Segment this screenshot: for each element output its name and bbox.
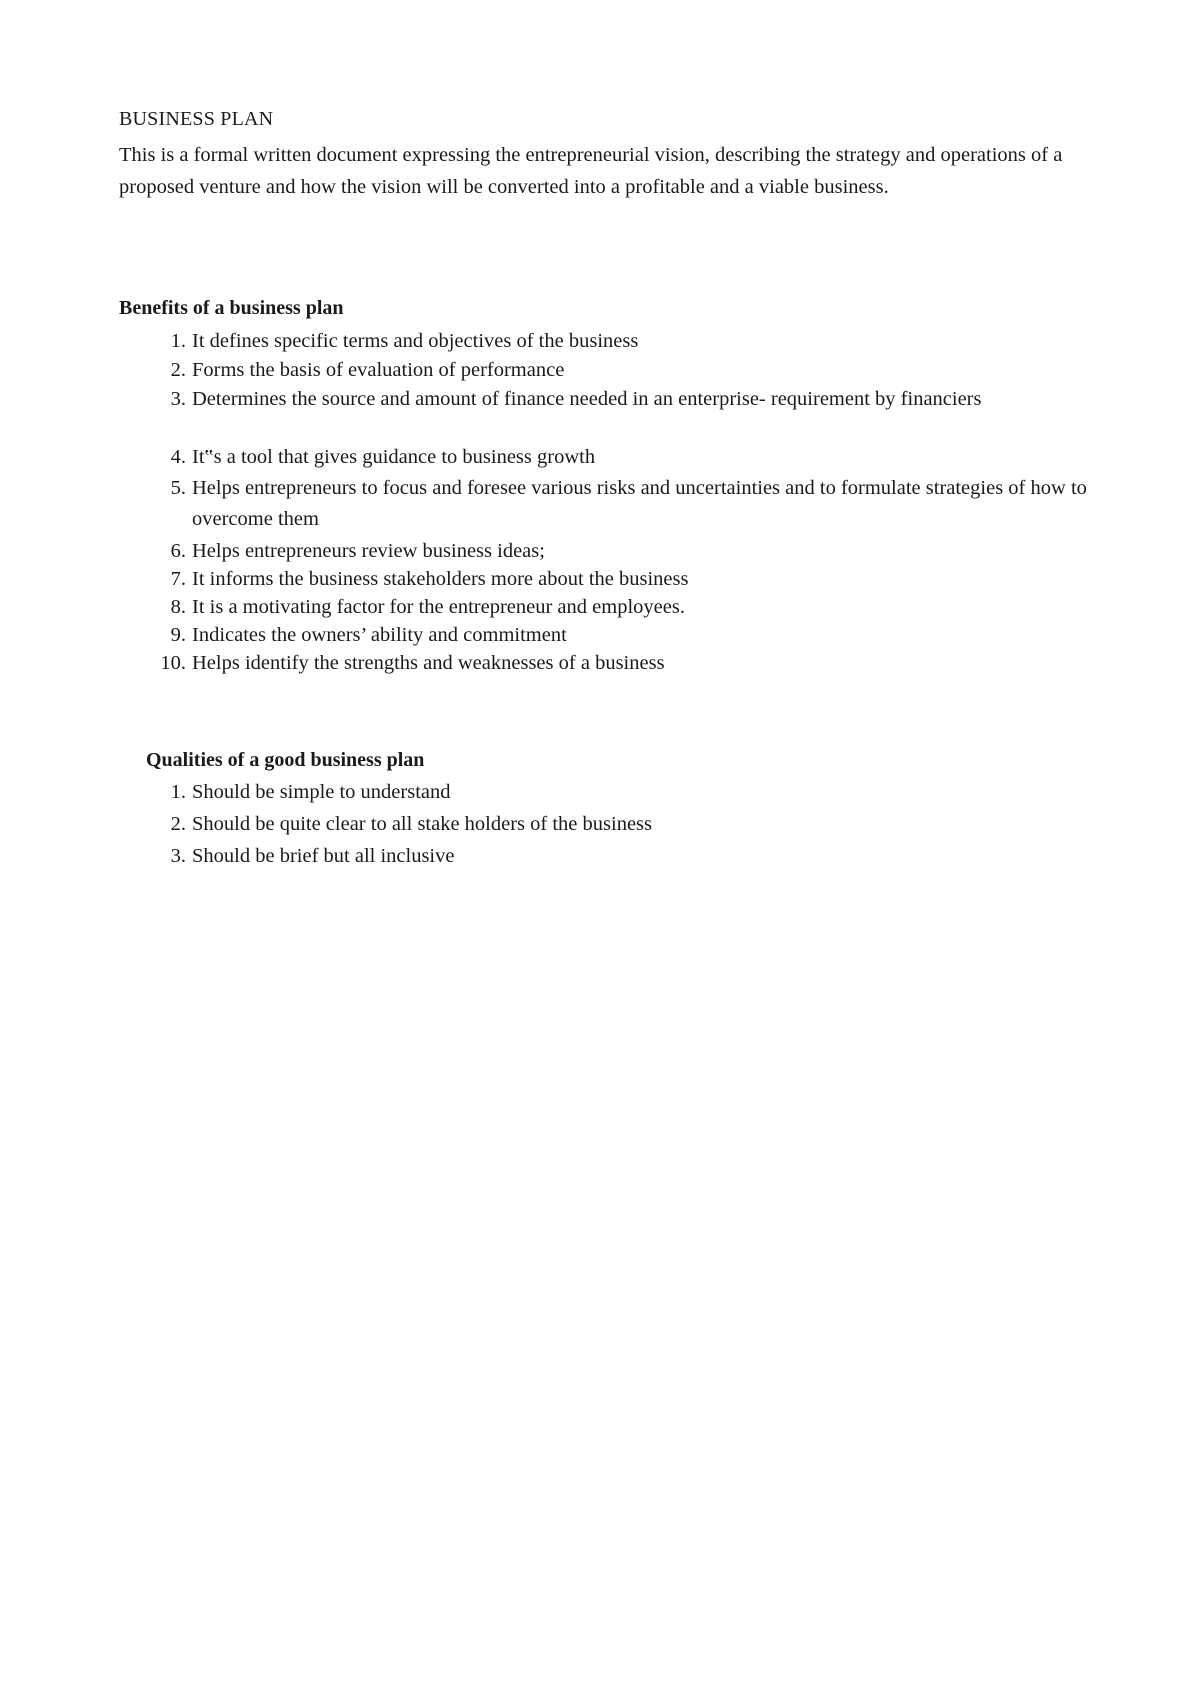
list-item-number: 8. xyxy=(170,596,186,618)
list-item xyxy=(156,777,1096,808)
list-item xyxy=(156,593,1096,621)
list-item xyxy=(156,621,1096,649)
list-item xyxy=(156,473,1096,537)
list-item-number: 2. xyxy=(170,813,186,835)
list-item-text: Should be simple to understand xyxy=(192,781,451,803)
qualities-heading: Qualities of a good business plan xyxy=(146,749,425,771)
list-item xyxy=(156,537,1096,565)
list-item-number: 9. xyxy=(170,624,186,646)
list-item-text: It defines specific terms and objectives of the business xyxy=(192,330,639,352)
intro-paragraph: This is a formal written document expressing the entrepreneurial vision, describing the strategy and operations of a proposed venture and how the vision will be converted into a profitable and a viable business. xyxy=(119,144,1063,198)
list-item-number: 2. xyxy=(170,359,186,381)
list-item-text: Forms the basis of evaluation of performance xyxy=(192,359,565,381)
list-item-text: Helps entrepreneurs review business ideas; xyxy=(192,540,545,562)
list-item-number: 3. xyxy=(170,845,186,867)
list-item-text: Helps identify the strengths and weaknesses of a business xyxy=(192,652,665,674)
list-item-text: It‟s a tool that gives guidance to business growth xyxy=(192,446,596,468)
list-item-text: Indicates the owners’ ability and commitment xyxy=(192,624,567,646)
list-item-number: 1. xyxy=(170,330,186,352)
benefits-list xyxy=(156,327,1096,677)
list-item-number: 6. xyxy=(170,540,186,562)
list-item xyxy=(156,356,1096,385)
list-item-text: Helps entrepreneurs to focus and foresee various risks and uncertainties and to formulate strategies of how to overcome them xyxy=(192,477,1087,530)
list-item-text: Should be brief but all inclusive xyxy=(192,845,455,867)
document-title: BUSINESS PLAN xyxy=(119,108,274,130)
list-item-text: Should be quite clear to all stake holders of the business xyxy=(192,813,653,835)
list-item xyxy=(156,840,1096,872)
list-item-number: 4. xyxy=(170,446,186,468)
list-item xyxy=(156,565,1096,593)
list-item xyxy=(156,443,1096,473)
list-item-number: 5. xyxy=(170,477,186,499)
list-item-number: 10. xyxy=(160,652,186,674)
list-item-number: 7. xyxy=(170,568,186,590)
list-item xyxy=(156,385,1096,443)
list-item-number: 3. xyxy=(170,388,186,410)
qualities-list xyxy=(156,777,1096,872)
list-item xyxy=(156,649,1096,677)
list-item-text: It informs the business stakeholders more about the business xyxy=(192,568,689,590)
list-item-number: 1. xyxy=(170,781,186,803)
list-item xyxy=(156,808,1096,840)
list-item xyxy=(156,327,1096,356)
benefits-heading: Benefits of a business plan xyxy=(119,297,344,319)
list-item-text: It is a motivating factor for the entrepreneur and employees. xyxy=(192,596,685,618)
list-item-text: Determines the source and amount of finance needed in an enterprise- requirement by financiers xyxy=(192,388,982,410)
